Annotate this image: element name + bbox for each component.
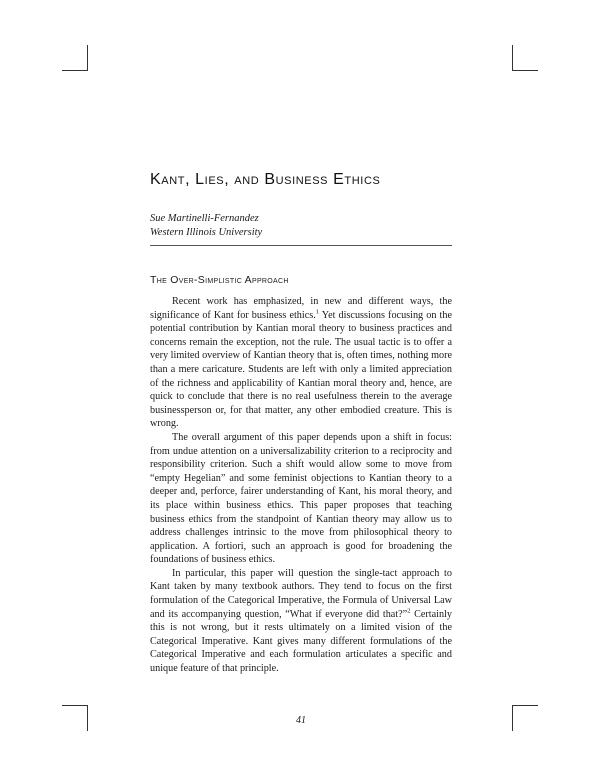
paragraph-1-text-a: Recent work has emphasized, in new and different ways, the significance of Kant for business ethics. (150, 296, 452, 321)
crop-mark-bottom-left-v (87, 705, 88, 731)
article-body (150, 295, 452, 676)
crop-mark-bottom-right-v (512, 705, 513, 731)
paragraph-1 (150, 295, 452, 431)
page-number: 41 (296, 715, 306, 726)
paragraph-2-text: The overall argument of this paper depends upon a shift in focus: from undue attention on a universalizability criterion to a reciprocity and responsibility criterion. Such a shift would allow some to move from “empty Hegelian” and some feminist objections to Kantian theory to a deeper and, perforce, fairer understanding of Kant, his moral theory, and its place within business ethics. This paper proposes that teaching business ethics from the standpoint of Kantian theory may allow us to address challenges intrinsic to the move from philosophical theory to application. A fortiori, such an approach is good for broadening the foundations of business ethics. (150, 431, 452, 566)
paragraph-3 (150, 567, 452, 676)
footnote-ref-2: 2 (407, 607, 411, 615)
paragraph-1-text-b: Yet discussions focusing on the potential contribution by Kantian moral theory to business practices and concerns remain the exception, not the rule. The usual tactic is to offer a very limited overview of Kantian theory that is, often times, nothing more than a mere caricature. Students are left with only a limited appreciation of the richness and applicability of Kantian moral theory and, hence, are quick to conclude that there is no real usefulness therein to the average businessperson or, for that matter, any other embodied creature. This is wrong. (150, 309, 452, 430)
crop-mark-top-left-v (87, 45, 88, 71)
author-name: Sue Martinelli-Fernandez (150, 213, 259, 224)
crop-mark-bottom-left-h (62, 705, 88, 706)
article-title: Kant, Lies, and Business Ethics (150, 171, 381, 188)
paragraph-3-text-b: Certainly this is not wrong, but it rests ultimately on a limited vision of the Categorical Imperative. Kant gives many different formulations of the Categorical Imperative and each formulation articulates a specific and unique feature of that principle. (150, 608, 452, 675)
paragraph-2 (150, 431, 452, 567)
crop-mark-top-right-h (512, 70, 538, 71)
crop-mark-bottom-right-h (512, 705, 538, 706)
section-heading: The Over-Simplistic Approach (150, 274, 289, 286)
paragraph-3-text-a: In particular, this paper will question the single-tact approach to Kant taken by many textbook authors. They tend to focus on the first formulation of the Categorical Imperative, the Formula of Universal Law and its accompanying question, “What if everyone did that?” (150, 567, 452, 620)
header-rule (150, 245, 452, 246)
crop-mark-top-right-v (512, 45, 513, 71)
crop-mark-top-left-h (62, 70, 88, 71)
footnote-ref-1: 1 (315, 308, 320, 316)
author-affiliation: Western Illinois University (150, 227, 263, 238)
